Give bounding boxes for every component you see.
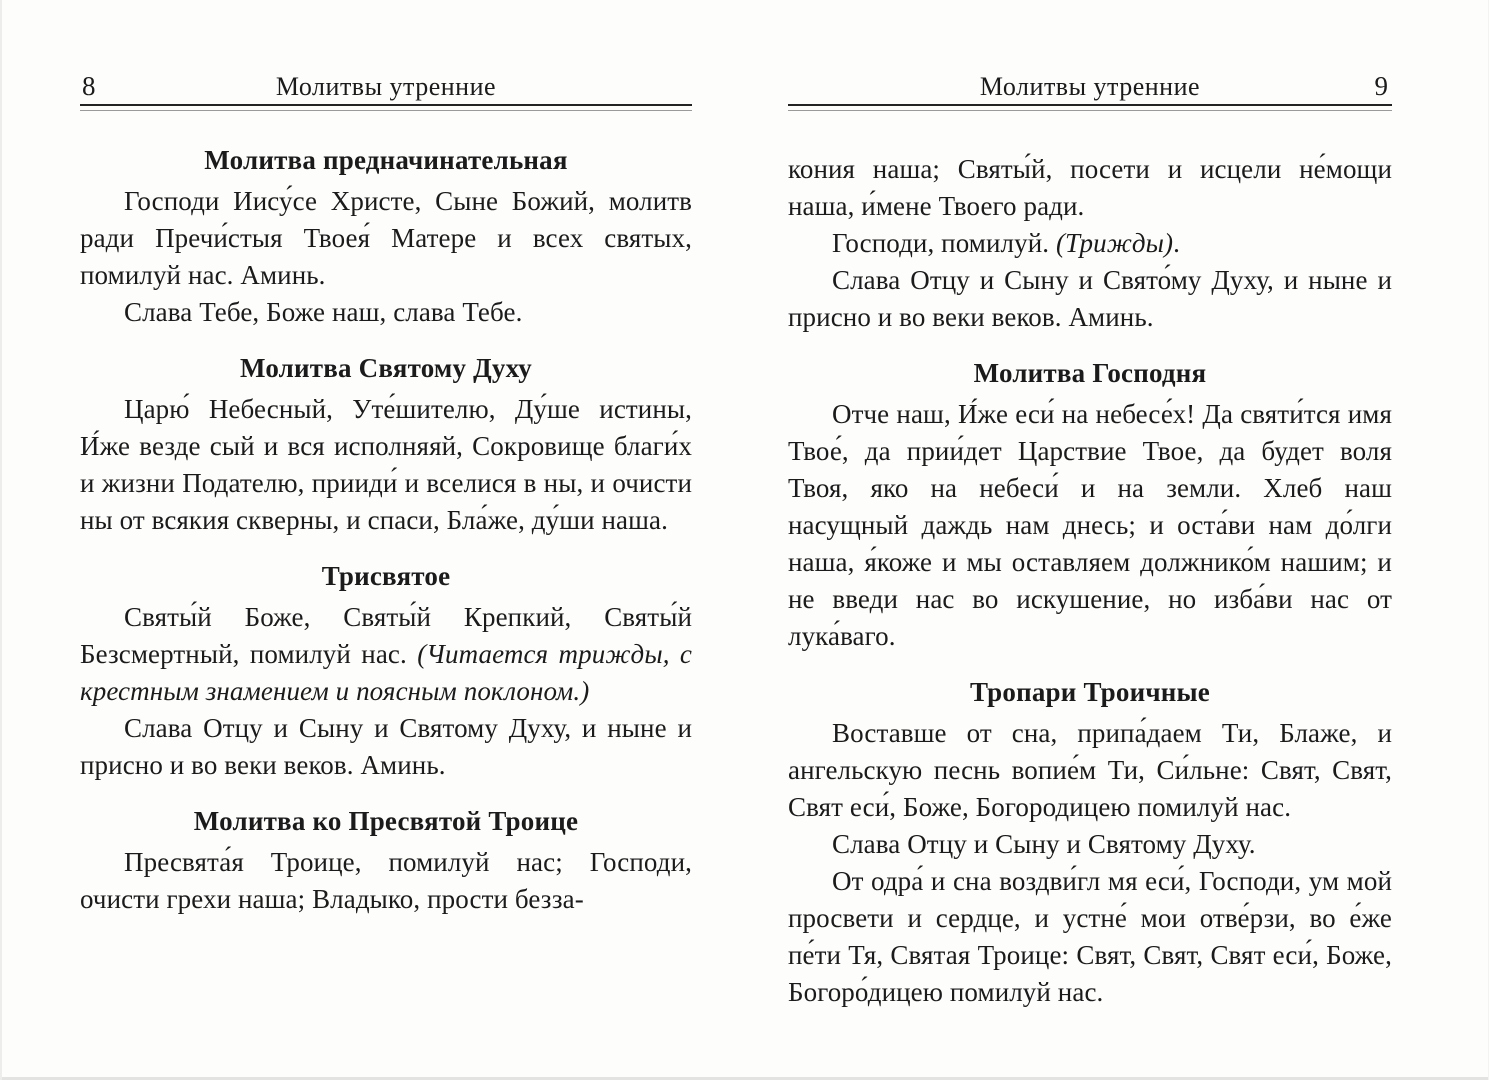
prayer-paragraph [80,599,692,710]
header-rule-left [80,104,692,111]
prayer-paragraph [788,151,1392,225]
section-heading: Молитва предначинательная [204,145,568,175]
text-run: От одра́ и сна воздви́гл мя еси́, Господи, ум мой просвети и сердце, и устне́ мои отве́рзи, во е́же пе́ти Тя, Святая Троице: Свят, Свят, Свят еси́, Боже, Богоро́дицею помилуй нас. [788,866,1392,1007]
section-heading: Тропари Троичные [970,677,1210,707]
text-run: кония наша; Святы́й, посети и исцели не́мощи наша, и́мене Твоего ради. [788,154,1392,221]
prayer-paragraph [80,183,692,294]
text-run: Царю́ Небесный, Уте́шителю, Ду́ше истины, И́же везде сый и вся исполняяй, Сокровище благи́х и жизни Подателю, прииди́ и вселися в ны, и очисти ны от всякия скверны, и спаси, Бла́же, ду́ши наша. [80,394,692,535]
prayer-paragraph [80,391,692,539]
rubric-italic-run: (Трижды) [1055,228,1174,258]
page-left [80,60,692,918]
prayer-paragraph [788,715,1392,826]
prayer-paragraph [80,710,692,784]
section-heading: Трисвятое [321,561,451,591]
text-run: Пресвята́я Троице, помилуй нас; Господи, очисти грехи наша; Владыко, прости безза- [80,847,692,914]
prayer-paragraph [80,294,692,331]
prayer-paragraph [788,262,1392,336]
text-run: Воставше от сна, припа́даем Ти, Блаже, и ангельскую песнь вопие́м Ти, Си́льне: Свят, Свят, Свят еси́, Боже, Богородицею помилуй нас. [788,718,1392,822]
text-run: Слава Отцу и Сыну и Святому Духу, и ныне и присно и во веки веков. Аминь. [80,713,692,780]
prayer-paragraph [80,844,692,918]
text-run: Слава Отцу и Сыну и Святому Духу. [832,829,1256,859]
page-left-content [80,143,692,918]
section-heading: Молитва ко Пресвятой Троице [193,806,579,836]
prayer-paragraph [788,863,1392,1011]
page-left-header [80,60,692,104]
running-title-right: Молитвы утренние [979,72,1201,101]
text-run: Господи, помилуй. [832,228,1056,258]
text-run: Отче наш, И́же еси́ на небесе́х! Да святи́тся имя Твое́, да прии́дет Царствие Твое, да будет воля Твоя, яко на небеси́ и на земли. Хлеб наш насущный даждь нам днесь; и оста́ви нам до́лги наша, я́коже и мы оставляем должнико́м нашим; и не введи нас во искушение, но изба́ви нас от лука́ваго. [788,399,1392,651]
page-right-header [788,60,1392,104]
section-heading: Молитва Святому Духу [240,353,532,383]
prayer-paragraph [788,826,1392,863]
page-right [788,60,1392,1011]
rubric-italic-run: (Читается трижды, с крестным знамением и поясным поклоном.) [80,639,692,706]
text-run: Господи Иису́се Христе, Сыне Божий, молитв ради Пречи́стыя Твоея́ Матере и всех святых, помилуй нас. Аминь. [80,186,692,290]
prayer-paragraph [788,225,1392,262]
text-run: Святы́й Боже, Святы́й Крепкий, Святы́й Безсмертный, помилуй нас. [80,602,692,669]
text-run: . [1173,228,1180,258]
page-number-left: 8 [82,71,96,101]
page-right-content [788,111,1392,1011]
section-heading: Молитва Господня [973,358,1207,388]
text-run: Слава Отцу и Сыну и Свято́му Духу, и ныне и присно и во веки веков. Аминь. [788,265,1392,332]
text-run: Слава Тебе, Боже наш, слава Тебе. [124,297,523,327]
prayer-paragraph [788,396,1392,655]
header-rule-right [788,104,1392,111]
page-number-right: 9 [1374,71,1388,101]
running-title-left: Молитвы утренние [275,72,497,101]
